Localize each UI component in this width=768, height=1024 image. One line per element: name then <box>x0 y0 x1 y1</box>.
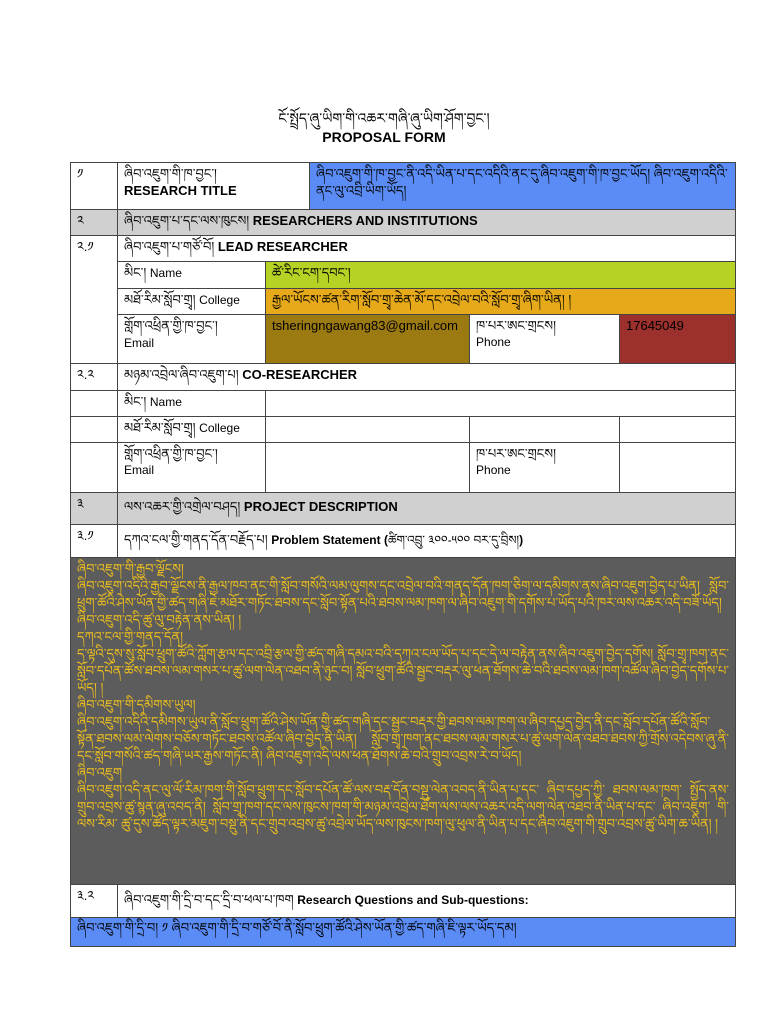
lead-phone-field[interactable]: 17645049 <box>620 315 736 364</box>
co-name-label-en: Name <box>149 395 182 409</box>
lead-college-label-local: མཐོ་རིམ་སློབ་གྲྭ། <box>124 292 196 307</box>
desc-paragraph-background: ཞིབ་འཇུག་འདིའི་རྒྱབ་ལྗོངས་ནི་རྒྱལ་ཁབ་ནང་གི་སློབ་གསོའི་ལམ་ལུགས་དང་འབྲེལ་བའི་གནད་དོན་ཁག་ཅིག་ལ་དམིགས་ནས་ཞིབ་འཇུག་བྱེད་པ་ཡིན། སློབ་ཕྲུག་ཚོའི་ཤེས་ཡོན་གྱི་ཚད་གཞི་ཇེ་མཐོར་གཏོང་ཐབས་དང་སློབ་སྟོན་པའི་ཐབས་ལམ་ཁག་ལ་ཞིབ་འཇུག་གི་དགོས་པ་ཡོད་པའི་ཁར་ལས་འཆར་འདི་བཟོ་ཡོད། ཞིབ་འཇུག་འདི་ཚུ་ལུ་བརྟེན་ནས་ཡིན། ། <box>77 578 730 627</box>
co-college-label <box>118 417 266 443</box>
co-phone-label-en: Phone <box>476 463 511 477</box>
lead-college-label-en: College <box>199 293 240 307</box>
research-title-label-local: ཞིབ་འཇུག་གི་ཁ་བྱང་། <box>124 166 217 181</box>
row-co-contact <box>71 443 736 493</box>
co-name-field[interactable] <box>266 391 736 417</box>
lead-college-label <box>118 289 266 315</box>
co-college-label-local: མཐོ་རིམ་སློབ་གྲྭ། <box>124 420 196 435</box>
row-co-college <box>71 417 736 443</box>
row-co-name <box>71 391 736 417</box>
proposal-form-table <box>70 162 736 947</box>
lead-researcher-label <box>118 236 736 262</box>
desc-heading-method: ཞིབ་འཇུག <box>77 765 123 780</box>
project-description-label-local: ལས་འཆར་གྱི་འགྲེལ་བཤད། <box>124 499 241 514</box>
row-lead-name <box>71 262 736 289</box>
problem-statement-label-en: Problem Statement ( <box>271 533 388 547</box>
project-description-label-en: PROJECT DESCRIPTION <box>243 499 398 514</box>
row-lead-researcher <box>71 236 736 262</box>
lead-researcher-label-local: ཞིབ་འཇུག་པ་གཙོ་བོ། <box>124 239 215 254</box>
co-name-label-local: མིང་། <box>124 394 147 409</box>
co-college-label-en: College <box>199 421 240 435</box>
row-problem-statement <box>71 525 736 558</box>
co-phone-label <box>470 443 620 493</box>
row-project-description <box>71 493 736 525</box>
desc-heading-problem: དཀའ་ངལ་གྱི་གནད་དོན། <box>77 629 184 644</box>
desc-heading-background: ཞིབ་འཇུག་གི་རྒྱབ་ལྗོངས། <box>77 561 184 576</box>
problem-statement-label-paren: ཚིག་འབྲུ་ ༣༠༠-༥༠༠ བར་དུ་བྲིས། <box>387 533 520 547</box>
research-title-label-en: RESEARCH TITLE <box>124 183 237 198</box>
co-researcher-label <box>118 364 736 391</box>
lead-email-field[interactable]: tsheringngawang83@gmail.com <box>266 315 470 364</box>
co-college-extra-1[interactable] <box>470 417 620 443</box>
row-lead-college <box>71 289 736 315</box>
co-researcher-label-local: མཉམ་འབྲེལ་ཞིབ་འཇུག་པ། <box>124 367 239 382</box>
title-en: PROPOSAL FORM <box>322 129 446 145</box>
lead-name-label <box>118 262 266 289</box>
row-num-3: ༣ <box>71 493 118 525</box>
researchers-label <box>118 210 736 236</box>
co-college-extra-2[interactable] <box>620 417 736 443</box>
row-researchers <box>71 210 736 236</box>
desc-heading-objective: ཞིབ་འཇུག་གི་དམིགས་ཡུལ། <box>77 697 196 712</box>
lead-email-label-local: གློག་འཕྲིན་གྱི་ཁ་བྱང་། <box>124 318 218 333</box>
problem-statement-label-local: དཀའ་ངལ་གྱི་གནད་དོན་བརྗོད་པ། <box>124 532 268 547</box>
row-num-2-2: ༢.༢ <box>71 364 118 391</box>
lead-name-field[interactable]: ཚེ་རིང་ངག་དབང་། <box>266 262 736 289</box>
row-num-3-1: ༣.༡ <box>71 525 118 558</box>
lead-phone-label <box>470 315 620 364</box>
lead-phone-label-local: ཁ་པར་ཨང་གྲངས། <box>476 318 556 333</box>
project-description-label <box>118 493 736 525</box>
co-email-label-local: གློག་འཕྲིན་གྱི་ཁ་བྱང་། <box>124 446 218 461</box>
problem-statement-label <box>118 525 736 558</box>
co-researcher-label-en: CO-RESEARCHER <box>242 367 358 382</box>
row-num-1: ༡ <box>71 163 118 210</box>
co-email-label <box>118 443 266 493</box>
row-num-2: ༢ <box>71 210 118 236</box>
research-questions-label-local: ཞིབ་འཇུག་གི་དྲི་བ་དང་དྲི་བ་ཕལ་པ་ཁག <box>124 892 294 907</box>
desc-paragraph-problem: ད་ལྟའི་དུས་སུ་སློབ་ཕྲུག་ཚོའི་ཀློག་རྩལ་དང་འབྲི་རྩལ་གྱི་ཚད་གཞི་དམའ་བའི་དཀའ་ངལ་ཡོད་པ་དང་དེ་ལ་བརྟེན་ནས་ཞིབ་འཇུག་བྱེད་དགོས། སློབ་གྲྭ་ཁག་ནང་སློབ་དཔོན་ཚོས་ཐབས་ལམ་གསར་པ་ཚུ་ལག་ལེན་འཐབ་ནི་ཉུང་བ། སློབ་ཕྲུག་ཚོའི་སྦྱང་བརྡར་ལུ་ཕན་ཐོགས་ཆེ་བའི་ཐབས་ལམ་ཁག་འཚོལ་ཞིབ་བྱེད་དགོས་པ་ཡོད། ། <box>77 646 730 695</box>
title-local: ངོ་སྤྲོད་ཞུ་ཡིག་གི་འཆར་གཞི་ཞུ་ཡིག་ཤོག་བྱང་། <box>278 110 490 126</box>
row-num-2-1: ༢.༡ <box>71 236 118 364</box>
row-co-researcher <box>71 364 736 391</box>
row-problem-body <box>71 558 736 885</box>
co-phone-label-local: ཁ་པར་ཨང་གྲངས། <box>476 446 556 461</box>
problem-statement-label-close: ) <box>519 533 524 547</box>
co-phone-field[interactable] <box>620 443 736 493</box>
desc-paragraph-method: ཞིབ་འཇུག་འདི་ནང་ལུ་ལོ་རིམ་ཁག་གི་སློབ་ཕྲུག་དང་སློབ་དཔོན་ཚོ་ལས་བརྡ་དོན་བསྡུ་ལེན་འབད་ནི་ཡིན་པ་དང་ ཞིབ་དཔྱད་ཀྱི་ ཐབས་ལམ་ཁག་ སྤྱོད་ནས་གྲུབ་འབྲས་ཚུ་སྙན་ཞུ་འབད་ནི། སློབ་གྲྭ་ཁག་དང་ལས་ཁུངས་ཁག་གི་མཉམ་འབྲེལ་ཐོག་ལས་ལས་འཆར་འདི་ལག་ལེན་འཐབ་ནི་ཡིན་པ་དང་ ཞིབ་འཇུག་ གི་ལས་རིམ་ ཚུ་དུས་ཚོད་ལྟར་མཇུག་བསྡུ་ནི་དང་གྲུབ་འབྲས་ཚུ་འབྲེལ་ཡོད་ལས་ཁུངས་ཁག་ལུ་ཕུལ་ནི་ཡིན་པ་དང་ཞིབ་འཇུག་གི་གྲུབ་འབྲས་ཚུ་ཡིག་ཆ་ཡིན། ། <box>77 782 730 831</box>
lead-researcher-label-en: LEAD RESEARCHER <box>217 239 348 254</box>
co-name-label <box>118 391 266 417</box>
lead-email-label-en: Email <box>124 336 155 350</box>
form-heading <box>0 108 768 146</box>
co-college-field[interactable] <box>266 417 470 443</box>
researchers-label-local: ཞིབ་འཇུག་པ་དང་ལས་ཁུངས། <box>124 213 250 228</box>
researchers-label-en: RESEARCHERS AND INSTITUTIONS <box>252 213 478 228</box>
lead-phone-label-en: Phone <box>476 335 511 349</box>
problem-statement-field[interactable] <box>71 558 736 885</box>
lead-college-field[interactable]: རྒྱལ་ཡོངས་ཚན་རིག་སློབ་གྲྭ་ཆེན་མོ་དང་འབྲེལ་བའི་སློབ་གྲྭ་ཞིག་ཡིན། ། <box>266 289 736 315</box>
lead-name-label-local: མིང་། <box>124 265 147 280</box>
row-research-question-field <box>71 918 736 947</box>
row-num-3-2: ༣.༢ <box>71 885 118 918</box>
research-title-label <box>118 163 310 210</box>
research-questions-label-en: Research Questions and Sub-questions: <box>297 893 529 907</box>
co-email-label-en: Email <box>124 463 155 477</box>
research-question-field[interactable]: ཞིབ་འཇུག་གི་དྲི་བ། ༡ ཞིབ་འཇུག་གི་དྲི་བ་གཙོ་བོ་ནི་སློབ་ཕྲུག་ཚོའི་ཤེས་ཡོན་གྱི་ཚད་གཞི་ཇི་ལྟར་ཡོད་དམ། <box>71 918 736 947</box>
research-questions-label <box>118 885 736 918</box>
desc-paragraph-objective: ཞིབ་འཇུག་འདིའི་དམིགས་ཡུལ་ནི་སློབ་ཕྲུག་ཚོའི་ཤེས་ཡོན་གྱི་ཚད་གཞི་དང་སྦྱང་བརྡར་གྱི་ཐབས་ལམ་ཁག་ལ་ཞིབ་དཔྱད་བྱེད་ནི་དང་སློབ་དཔོན་ཚོའི་སློབ་སྟོན་ཐབས་ལམ་ལེགས་བཅོས་གཏོང་ཐབས་འཚོལ་ཞིབ་བྱེད་ནི་ཡིན། སློབ་གྲྭ་ཁག་ནང་ཐབས་ལམ་གསར་པ་ཚུ་ལག་ལེན་འཐབ་ཐབས་ཀྱི་གྲོས་འདེབས་ཞུ་ནི་དང་སློབ་གསོའི་ཚད་གཞི་ཡར་རྒྱས་གཏོང་ནི། ཞིབ་འཇུག་འདི་ལས་ཕན་ཐོགས་ཆེ་བའི་གྲུབ་འབྲས་རེ་བ་ཡོད། <box>77 714 730 763</box>
lead-email-label <box>118 315 266 364</box>
lead-name-label-en: Name <box>149 266 182 280</box>
research-title-field[interactable]: ཞིབ་འཇུག་གི་ཁ་བྱང་ནི་འདི་ཡིན་པ་དང་འདིའི་ནང་དུ་ཞིབ་འཇུག་གི་ཁ་བྱང་ཡོད། ཞིབ་འཇུག་འདིའི་ནང་ལུ་འབྲི་ཡིག་ཡོད། <box>310 163 736 210</box>
co-email-field[interactable] <box>266 443 470 493</box>
row-research-questions <box>71 885 736 918</box>
row-lead-contact <box>71 315 736 364</box>
row-research-title <box>71 163 736 210</box>
